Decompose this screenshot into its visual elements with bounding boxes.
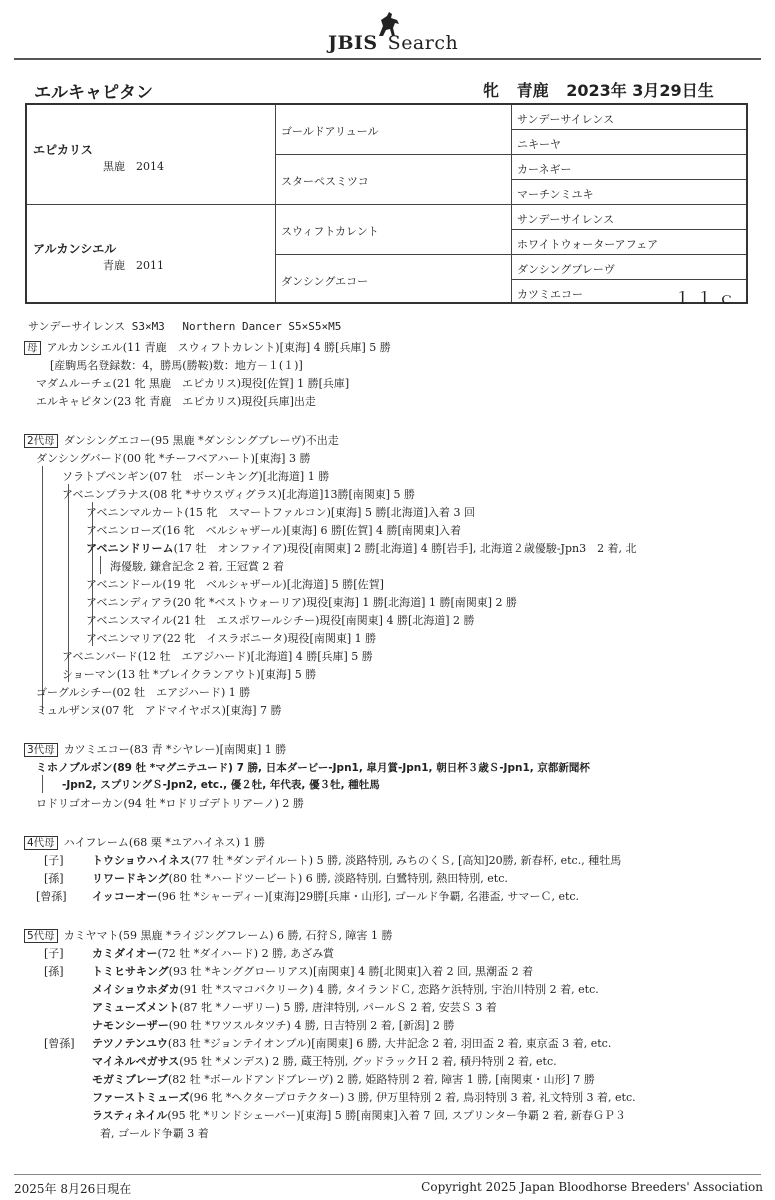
- generation-tag: 母: [24, 341, 41, 355]
- family-line-text: アベニンマルカート(15 牝 スマートファルコン)[東海] 5 勝[北海道]入着 3 回: [86, 506, 476, 519]
- family-line: [86, 540, 637, 556]
- relation-label: [子]: [44, 947, 64, 960]
- generation-tag: 3代母: [24, 743, 58, 757]
- horse-birth: 2023年 3月29日生: [566, 81, 714, 100]
- family-line-text: (77 牡 *ダンデイルート) 5 勝, 淡路特別, みちのくＳ, [高知]20勝, 新春杯, etc., 種牡馬: [190, 854, 622, 867]
- family-line: [36, 759, 590, 775]
- family-line: [100, 1125, 209, 1141]
- family-line: [24, 741, 286, 757]
- pedigree-row-divider: [511, 179, 746, 180]
- family-line-text: ハイフレーム(68 栗 *ユアハイネス) 1 勝: [63, 836, 265, 849]
- horse-link-name: アミューズメント: [92, 1001, 180, 1014]
- family-line-text: 海優駿, 鎌倉記念 2 着, 王冠賞 2 着: [110, 560, 284, 573]
- gen3-name: カーネギー: [517, 163, 572, 176]
- family-line: [36, 375, 349, 391]
- family-line: [44, 852, 621, 868]
- gen3-name: ダンシングブレーヴ: [517, 263, 615, 276]
- family-line-text: アルカンシエル(11 青鹿 スウィフトカレント)[東海] 4 勝[兵庫] 5 勝: [46, 341, 391, 354]
- family-line: [24, 927, 392, 943]
- horse-link-name: ナモンシーザー: [92, 1019, 169, 1032]
- family-line: [86, 576, 384, 592]
- gen2-name: スターペスミツコ: [281, 175, 369, 188]
- family-line-text: アベニンドール(19 牝 ベルシャザール)[北海道] 5 勝[佐賀]: [86, 578, 384, 591]
- family-line: [86, 522, 461, 538]
- family-line-text: アベニンバード(12 牡 エアジハード)[北海道] 4 勝[兵庫] 5 勝: [62, 650, 373, 663]
- pedigree-row-divider: [275, 254, 746, 255]
- family-line-text: (82 牡 *ボールドアンドブレーヴ) 2 勝, 姫路特別 2 着, 障害 1 勝, [南関東・山形] 7 勝: [168, 1073, 595, 1086]
- sire-cell: [33, 141, 164, 174]
- family-line: [36, 702, 282, 718]
- family-line: [86, 612, 475, 628]
- horse-link-name: カミダイオー: [92, 947, 158, 960]
- family-line: [92, 981, 599, 997]
- family-line-text: -Jpn2, スプリングＳ-Jpn2, etc., 優２牡, 年代表, 優３牡, 種牡馬: [62, 779, 380, 791]
- sire-color-year: 黒鹿 2014: [103, 160, 164, 173]
- horse-info: [483, 78, 726, 101]
- tree-connector: [42, 775, 43, 793]
- generation-tag: 4代母: [24, 836, 58, 850]
- tree-connector: [100, 556, 101, 574]
- family-line: [62, 777, 380, 792]
- relation-label: [曾孫]: [44, 1037, 75, 1050]
- gen3-name: ニキーヤ: [517, 138, 561, 151]
- family-line-text: (95 牝 *リンドシェーバー)[東海] 5 勝[南関東]入着 7 回, スプリンター争覇 2 着, 新春ＧＰ３: [167, 1109, 626, 1122]
- dam-name: アルカンシエル: [33, 242, 117, 256]
- family-line-text: アベニンローズ(16 牝 ベルシャザール)[東海] 6 勝[佐賀] 4 勝[南関東]入着: [86, 524, 462, 537]
- family-line-text: (96 牡 *シャーディー)[東海]29勝[兵庫・山形], ゴールド争覇, 名港盃, サマーＣ, etc.: [157, 890, 580, 903]
- gen3-name: カツミエコー: [517, 288, 583, 301]
- gen2-name: ダンシングエコー: [281, 275, 369, 288]
- family-line-text: アベニンディアラ(20 牝 *ベストウォーリア)現役[東海] 1 勝[北海道] 1 勝[南関東] 2 勝: [86, 596, 518, 609]
- pedigree-row-divider: [511, 129, 746, 130]
- horse-link-name: アベニンドリーム: [86, 542, 174, 555]
- family-line: [92, 1089, 636, 1105]
- family-line-text: ソラトブペンギン(07 牡 ボーンキング)[北海道] 1 勝: [62, 470, 330, 483]
- pedigree-row-divider: [511, 229, 746, 230]
- family-line: [86, 504, 475, 520]
- family-line-text: (72 牡 *ダイハード) 2 勝, あざみ賞: [157, 947, 335, 960]
- family-line-text: カミヤマト(59 黒鹿 *ライジングフレーム) 6 勝, 石狩Ｓ, 障害 1 勝: [63, 929, 393, 942]
- family-line: [92, 1071, 595, 1087]
- family-line: [86, 630, 376, 646]
- footer-divider: [14, 1174, 761, 1175]
- family-line-text: マダムルーチェ(21 牝 黒鹿 エピカリス)現役[佐賀] 1 勝[兵庫]: [36, 377, 350, 390]
- relation-label: [孫]: [44, 965, 64, 978]
- family-line: [36, 450, 310, 466]
- inbreeding-line: サンデーサイレンス S3×M3 Northern Dancer S5×S5×M5: [28, 320, 342, 333]
- horse-sex: 牝: [483, 81, 500, 100]
- gen3-name: サンデーサイレンス: [517, 113, 615, 126]
- family-line: [44, 1035, 611, 1051]
- gen2-name: ゴールドアリュール: [281, 125, 379, 138]
- family-line: [86, 594, 517, 610]
- family-line-text: (93 牡 *キンググローリアス)[南関東] 4 勝[北関東]入着 2 回, 黒潮盃 2 着: [168, 965, 534, 978]
- horse-link-name: モガミブレーブ: [92, 1073, 169, 1086]
- family-line-text: (87 牝 *ノーザリー) 5 勝, 唐津特別, パールＳ 2 着, 安芸Ｓ 3 着: [179, 1001, 497, 1014]
- horse-link-name: ファーストミューズ: [92, 1091, 190, 1104]
- tree-connector: [42, 466, 43, 712]
- family-line-text: (80 牡 *ハードツービート) 6 勝, 淡路特別, 白鷺特別, 熱田特別, etc.: [168, 872, 508, 885]
- family-number: １１ｃ: [674, 289, 740, 309]
- family-line: [92, 999, 497, 1015]
- relation-label: [子]: [44, 854, 64, 867]
- family-line-text: (83 牡 *ジョンテイオンブル)[南関東] 6 勝, 大井記念 2 着, 羽田盃 2 着, 東京盃 3 着, etc.: [167, 1037, 612, 1050]
- horse-color: 青鹿: [516, 81, 549, 100]
- pedigree-row-divider: [27, 204, 746, 205]
- relation-label: [曾孫]: [36, 890, 67, 903]
- pedigree-table: [25, 103, 748, 309]
- family-line: [44, 870, 508, 886]
- family-line-text: (17 牡 オンファイア)現役[南関東] 2 勝[北海道] 4 勝[岩手], 北海道２歳優駿-Jpn3 2 着, 北: [173, 542, 637, 555]
- dam-color-year: 青鹿 2011: [103, 259, 164, 272]
- family-line: [24, 432, 339, 448]
- family-line-text: 着, ゴールド争覇 3 着: [100, 1127, 209, 1140]
- jbis-logo: [328, 8, 468, 56]
- family-line: [92, 1053, 557, 1069]
- family-line-text: アベニンマリア(22 牝 イスラボニータ)現役[南関東] 1 勝: [86, 632, 377, 645]
- gen3-name: ホワイトウォーターアフェア: [517, 238, 659, 251]
- family-line-text: [産駒馬名登録数：4，勝馬(勝鞍)数：地方－１(１)]: [50, 359, 303, 372]
- logo-text-jbis: JBIS: [328, 32, 378, 54]
- gen3-name: サンデーサイレンス: [517, 213, 615, 226]
- horse-link-name: イッコーオー: [92, 890, 158, 903]
- family-line-text: ゴーグルシチー(02 牡 エアジハード) 1 勝: [36, 686, 251, 699]
- family-line: [50, 357, 303, 373]
- family-line-text: ショーマン(13 牡 *ブレイクランアウト)[東海] 5 勝: [62, 668, 317, 681]
- family-line: [36, 795, 304, 811]
- sire-name: エピカリス: [33, 143, 93, 157]
- family-line: [62, 666, 316, 682]
- horse-link-name: ラスティネイル: [92, 1109, 168, 1122]
- horse-link-name: リワードキング: [92, 872, 169, 885]
- family-line: [44, 945, 334, 961]
- generation-tag: 2代母: [24, 434, 58, 448]
- horse-name: エルキャピタン: [34, 83, 153, 103]
- family-line-text: エルキャピタン(23 牝 青鹿 エピカリス)現役[兵庫]出走: [36, 395, 316, 408]
- horse-link-name: トウショウハイネス: [92, 854, 191, 867]
- family-line: [24, 339, 391, 355]
- family-line-text: ロドリゴオーカン(94 牡 *ロドリゴデトリアーノ) 2 勝: [36, 797, 304, 810]
- horse-link-name: テツノテンユウ: [92, 1037, 168, 1050]
- relation-label: [孫]: [44, 872, 64, 885]
- family-line-text: アベニンスマイル(21 牡 エスポワールシチー)現役[南関東] 4 勝[北海道] 2 勝: [86, 614, 475, 627]
- family-line-text: カツミエコー(83 青 *シヤレー)[南関東] 1 勝: [63, 743, 287, 756]
- horse-link-name: ミホノブルボン: [36, 761, 113, 774]
- gen3-name: マーチンミユキ: [517, 188, 594, 201]
- family-line-text: (95 牡 *メンデス) 2 勝, 蔵王特別, グッドラックＨ 2 着, 積丹特別 2 着, etc.: [179, 1055, 557, 1068]
- family-line: [92, 1017, 454, 1033]
- footer-copyright: Copyright 2025 Japan Bloodhorse Breeders' Association: [421, 1180, 763, 1194]
- family-line-text: (96 牝 *ヘクタープロテクター) 3 勝, 伊万里特別 2 着, 鳥羽特別 3 着, 礼文特別 3 着, etc.: [189, 1091, 636, 1104]
- pedigree-row-divider: [511, 279, 746, 280]
- family-line: [62, 486, 415, 502]
- footer-date: 2025年 8月26日現在: [14, 1182, 132, 1196]
- family-line-text: アベニンプラナス(08 牝 *サウスヴィグラス)[北海道]13勝[南関東] 5 勝: [62, 488, 416, 501]
- family-line: [62, 648, 373, 664]
- family-line: [62, 468, 329, 484]
- family-line-text: ダンシングエコー(95 黒鹿 *ダンシングブレーヴ)不出走: [63, 434, 339, 447]
- family-line-text: (91 牡 *スマコバクリーク) 4 勝, タイランドＣ, 恋路ケ浜特別, 宇治川特別 2 着, etc.: [179, 983, 599, 996]
- family-line-text: (90 牡 *ワツスルタツチ) 4 勝, 日吉特別 2 着, [新潟] 2 勝: [168, 1019, 455, 1032]
- family-line-text: ダンシングバード(00 牝 *チーフベアハート)[東海] 3 勝: [36, 452, 311, 465]
- family-line: [44, 963, 533, 979]
- family-line: [36, 393, 316, 409]
- family-line: [110, 558, 284, 574]
- family-line: [36, 684, 250, 700]
- family-line: [36, 888, 579, 904]
- pedigree-row-divider: [275, 154, 746, 155]
- family-line: [92, 1107, 626, 1123]
- family-line: [24, 834, 265, 850]
- dam-cell: [33, 240, 164, 273]
- horse-link-name: トミヒサキング: [92, 965, 169, 978]
- generation-tag: 5代母: [24, 929, 58, 943]
- horse-link-name: メイショウホダカ: [92, 983, 180, 996]
- family-line-text: (89 牡 *マグニテユード) 7 勝, 日本ダービー-Jpn1, 皐月賞-Jpn1, 朝日杯３歳Ｓ-Jpn1, 京都新聞杯: [112, 762, 590, 774]
- logo-text-search: Search: [387, 32, 459, 54]
- horse-link-name: マイネルペガサス: [92, 1055, 180, 1068]
- gen2-name: スウィフトカレント: [281, 225, 379, 238]
- header-divider: [14, 58, 761, 60]
- family-line-text: ミュルザンヌ(07 牝 アドマイヤボス)[東海] 7 勝: [36, 704, 282, 717]
